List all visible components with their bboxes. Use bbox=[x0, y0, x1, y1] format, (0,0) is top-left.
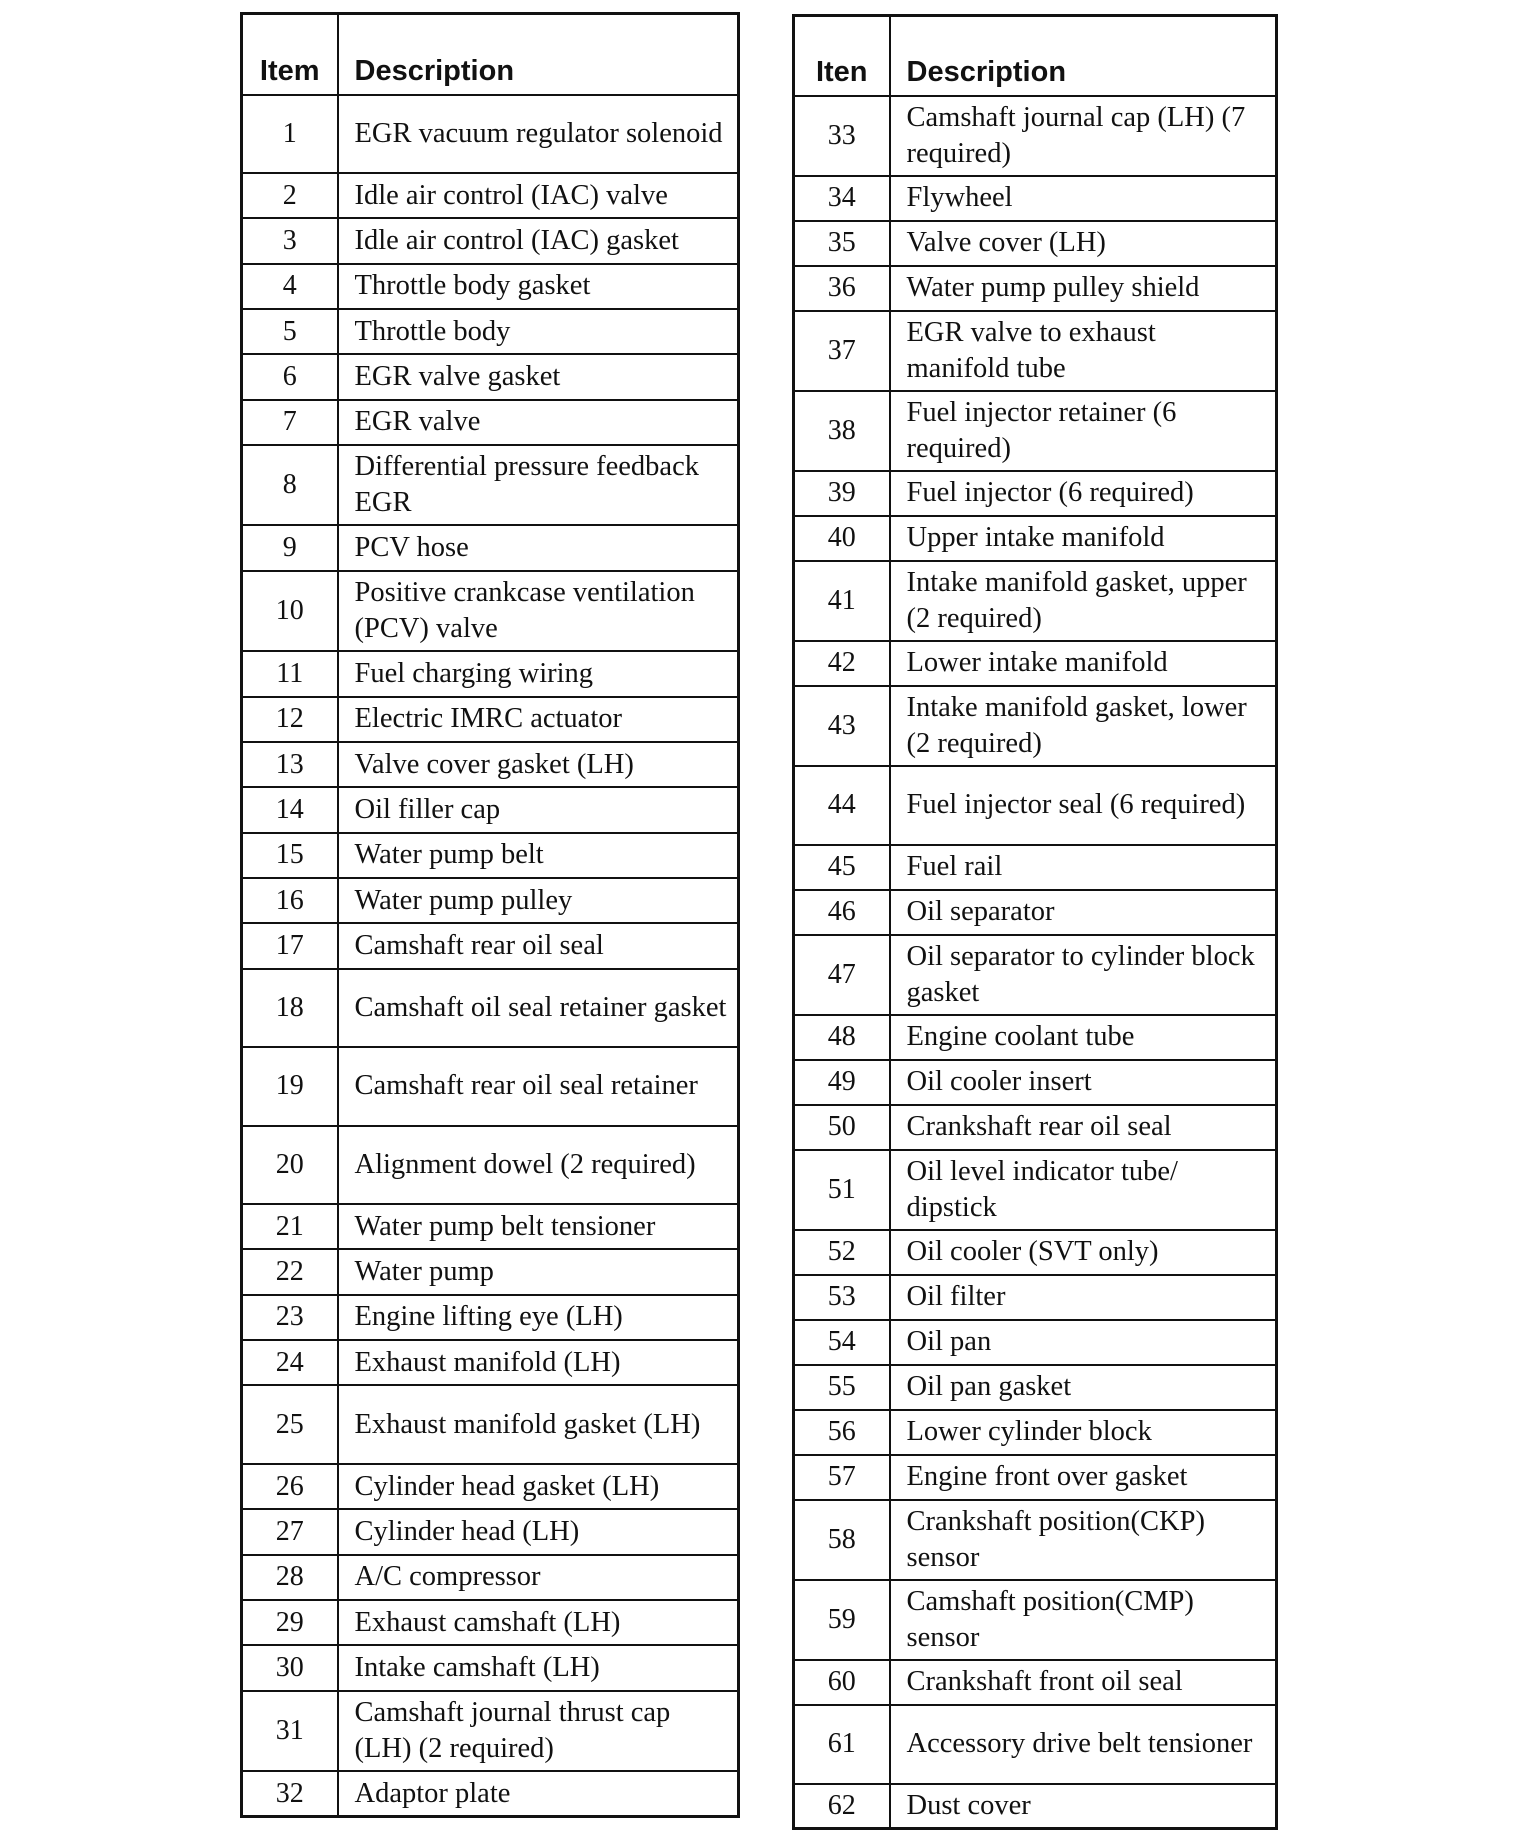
item-number: 56 bbox=[794, 1410, 890, 1455]
item-number: 7 bbox=[242, 400, 338, 445]
table-row bbox=[242, 309, 739, 354]
item-description: Oil filter bbox=[890, 1275, 1277, 1320]
item-number: 8 bbox=[242, 445, 338, 526]
item-description: Differential pressure feedback EGR bbox=[338, 445, 739, 526]
item-number: 54 bbox=[794, 1320, 890, 1365]
item-number: 51 bbox=[794, 1150, 890, 1230]
item-description: Oil level indicator tube/ dipstick bbox=[890, 1150, 1277, 1230]
item-number: 43 bbox=[794, 686, 890, 766]
item-number: 62 bbox=[794, 1784, 890, 1829]
table-row bbox=[794, 1410, 1277, 1455]
table-row bbox=[794, 1230, 1277, 1275]
table-row bbox=[794, 96, 1277, 176]
item-description: Oil cooler (SVT only) bbox=[890, 1230, 1277, 1275]
item-number: 57 bbox=[794, 1455, 890, 1500]
item-number: 34 bbox=[794, 176, 890, 221]
item-number: 52 bbox=[794, 1230, 890, 1275]
item-column-header: Item bbox=[242, 14, 338, 95]
table-row bbox=[794, 1320, 1277, 1365]
item-number: 26 bbox=[242, 1464, 338, 1509]
item-description: EGR vacuum regulator solenoid bbox=[338, 95, 739, 174]
item-number: 15 bbox=[242, 833, 338, 878]
item-number: 30 bbox=[242, 1645, 338, 1690]
table-row bbox=[242, 969, 739, 1048]
table-row bbox=[242, 1555, 739, 1600]
item-number: 16 bbox=[242, 878, 338, 923]
table-row bbox=[794, 935, 1277, 1015]
table-row bbox=[242, 787, 739, 832]
item-description: Dust cover bbox=[890, 1784, 1277, 1829]
item-description: Valve cover gasket (LH) bbox=[338, 742, 739, 787]
item-description: Intake camshaft (LH) bbox=[338, 1645, 739, 1690]
item-description: Oil separator to cylinder block gasket bbox=[890, 935, 1277, 1015]
item-number: 60 bbox=[794, 1660, 890, 1705]
table-row bbox=[794, 766, 1277, 845]
item-column-header: Iten bbox=[794, 16, 890, 96]
item-description: Lower intake manifold bbox=[890, 641, 1277, 686]
item-number: 9 bbox=[242, 525, 338, 570]
table-row bbox=[794, 1455, 1277, 1500]
item-number: 47 bbox=[794, 935, 890, 1015]
table-row bbox=[242, 1126, 739, 1205]
item-description: EGR valve bbox=[338, 400, 739, 445]
item-number: 10 bbox=[242, 571, 338, 652]
item-description: Cylinder head gasket (LH) bbox=[338, 1464, 739, 1509]
item-number: 45 bbox=[794, 845, 890, 890]
table-row bbox=[242, 1509, 739, 1554]
item-description: Oil cooler insert bbox=[890, 1060, 1277, 1105]
item-description: Idle air control (IAC) gasket bbox=[338, 218, 739, 263]
table-row bbox=[242, 1464, 739, 1509]
item-number: 49 bbox=[794, 1060, 890, 1105]
table-row bbox=[242, 878, 739, 923]
item-description: Positive crankcase ventilation (PCV) valve bbox=[338, 571, 739, 652]
item-description: Cylinder head (LH) bbox=[338, 1509, 739, 1554]
item-description: Crankshaft position(CKP) sensor bbox=[890, 1500, 1277, 1580]
item-description: Exhaust camshaft (LH) bbox=[338, 1600, 739, 1645]
item-description: PCV hose bbox=[338, 525, 739, 570]
table-row bbox=[794, 1580, 1277, 1660]
table-row bbox=[242, 1691, 739, 1772]
table-row bbox=[794, 686, 1277, 766]
item-description: Intake manifold gasket, upper (2 required) bbox=[890, 561, 1277, 641]
table-row bbox=[794, 266, 1277, 311]
item-number: 18 bbox=[242, 969, 338, 1048]
table-row bbox=[794, 561, 1277, 641]
item-description: Water pump pulley bbox=[338, 878, 739, 923]
item-description: Exhaust manifold gasket (LH) bbox=[338, 1385, 739, 1464]
item-description: Fuel charging wiring bbox=[338, 651, 739, 696]
table-row bbox=[242, 1771, 739, 1816]
table-row bbox=[794, 1784, 1277, 1829]
item-number: 37 bbox=[794, 311, 890, 391]
item-description: Camshaft position(CMP) sensor bbox=[890, 1580, 1277, 1660]
item-description: Camshaft rear oil seal bbox=[338, 923, 739, 968]
table-row bbox=[794, 1500, 1277, 1580]
table-row bbox=[794, 516, 1277, 561]
table-row bbox=[794, 391, 1277, 471]
item-number: 6 bbox=[242, 354, 338, 399]
item-description: EGR valve gasket bbox=[338, 354, 739, 399]
item-number: 1 bbox=[242, 95, 338, 174]
table-row bbox=[794, 641, 1277, 686]
item-number: 23 bbox=[242, 1295, 338, 1340]
table-row bbox=[242, 218, 739, 263]
item-description: Engine front over gasket bbox=[890, 1455, 1277, 1500]
item-description: Camshaft oil seal retainer gasket bbox=[338, 969, 739, 1048]
item-number: 48 bbox=[794, 1015, 890, 1060]
item-description: Oil filler cap bbox=[338, 787, 739, 832]
item-number: 50 bbox=[794, 1105, 890, 1150]
table-row bbox=[794, 311, 1277, 391]
item-description: Oil separator bbox=[890, 890, 1277, 935]
table-row bbox=[242, 1295, 739, 1340]
table-row bbox=[242, 742, 739, 787]
item-number: 31 bbox=[242, 1691, 338, 1772]
table-row bbox=[242, 651, 739, 696]
table-row bbox=[242, 95, 739, 174]
item-number: 4 bbox=[242, 264, 338, 309]
item-number: 21 bbox=[242, 1204, 338, 1249]
item-number: 55 bbox=[794, 1365, 890, 1410]
item-description: Upper intake manifold bbox=[890, 516, 1277, 561]
parts-table-right bbox=[792, 14, 1278, 1830]
table-row bbox=[242, 173, 739, 218]
item-description: Lower cylinder block bbox=[890, 1410, 1277, 1455]
table-row bbox=[794, 1060, 1277, 1105]
item-number: 44 bbox=[794, 766, 890, 845]
item-description: Water pump belt bbox=[338, 833, 739, 878]
item-description: Fuel injector seal (6 required) bbox=[890, 766, 1277, 845]
item-number: 17 bbox=[242, 923, 338, 968]
item-description: Throttle body gasket bbox=[338, 264, 739, 309]
table-row bbox=[794, 1275, 1277, 1320]
table-row bbox=[794, 1150, 1277, 1230]
item-description: Crankshaft rear oil seal bbox=[890, 1105, 1277, 1150]
item-description: Alignment dowel (2 required) bbox=[338, 1126, 739, 1205]
item-number: 61 bbox=[794, 1705, 890, 1784]
item-description: Fuel rail bbox=[890, 845, 1277, 890]
header-row bbox=[242, 14, 739, 95]
table-row bbox=[242, 1385, 739, 1464]
item-description: Flywheel bbox=[890, 176, 1277, 221]
table-row bbox=[794, 1365, 1277, 1410]
item-description: Crankshaft front oil seal bbox=[890, 1660, 1277, 1705]
item-number: 39 bbox=[794, 471, 890, 516]
item-number: 11 bbox=[242, 651, 338, 696]
item-description: EGR valve to exhaust manifold tube bbox=[890, 311, 1277, 391]
table-row bbox=[794, 1705, 1277, 1784]
item-number: 33 bbox=[794, 96, 890, 176]
item-number: 59 bbox=[794, 1580, 890, 1660]
item-description: Engine coolant tube bbox=[890, 1015, 1277, 1060]
table-row bbox=[242, 1047, 739, 1126]
table-row bbox=[794, 890, 1277, 935]
item-description: Water pump belt tensioner bbox=[338, 1204, 739, 1249]
table-row bbox=[794, 471, 1277, 516]
table-row bbox=[242, 445, 739, 526]
item-number: 36 bbox=[794, 266, 890, 311]
table-row bbox=[242, 1204, 739, 1249]
item-number: 41 bbox=[794, 561, 890, 641]
item-number: 32 bbox=[242, 1771, 338, 1816]
table-body-right bbox=[794, 96, 1277, 1829]
item-description: Fuel injector (6 required) bbox=[890, 471, 1277, 516]
item-description: Engine lifting eye (LH) bbox=[338, 1295, 739, 1340]
item-number: 27 bbox=[242, 1509, 338, 1554]
table-row bbox=[242, 1600, 739, 1645]
item-number: 5 bbox=[242, 309, 338, 354]
table-row bbox=[242, 400, 739, 445]
parts-table-left bbox=[240, 12, 740, 1818]
table-row bbox=[242, 354, 739, 399]
table-row bbox=[242, 1340, 739, 1385]
item-number: 46 bbox=[794, 890, 890, 935]
item-description: Throttle body bbox=[338, 309, 739, 354]
item-number: 53 bbox=[794, 1275, 890, 1320]
table-row bbox=[794, 176, 1277, 221]
table-row bbox=[242, 923, 739, 968]
item-number: 35 bbox=[794, 221, 890, 266]
item-description: Water pump pulley shield bbox=[890, 266, 1277, 311]
table-row bbox=[242, 525, 739, 570]
item-number: 2 bbox=[242, 173, 338, 218]
item-description: Intake manifold gasket, lower (2 required) bbox=[890, 686, 1277, 766]
table-row bbox=[794, 221, 1277, 266]
item-description: A/C compressor bbox=[338, 1555, 739, 1600]
item-number: 3 bbox=[242, 218, 338, 263]
item-number: 19 bbox=[242, 1047, 338, 1126]
item-number: 20 bbox=[242, 1126, 338, 1205]
table-row bbox=[794, 1660, 1277, 1705]
table-row bbox=[242, 1249, 739, 1294]
description-column-header: Description bbox=[890, 16, 1277, 96]
table-row bbox=[242, 697, 739, 742]
item-number: 42 bbox=[794, 641, 890, 686]
item-number: 12 bbox=[242, 697, 338, 742]
description-column-header: Description bbox=[338, 14, 739, 95]
item-number: 40 bbox=[794, 516, 890, 561]
table-body-left bbox=[242, 95, 739, 1817]
item-description: Idle air control (IAC) valve bbox=[338, 173, 739, 218]
item-description: Oil pan gasket bbox=[890, 1365, 1277, 1410]
item-description: Valve cover (LH) bbox=[890, 221, 1277, 266]
item-number: 25 bbox=[242, 1385, 338, 1464]
item-number: 28 bbox=[242, 1555, 338, 1600]
item-description: Accessory drive belt tensioner bbox=[890, 1705, 1277, 1784]
item-description: Camshaft rear oil seal retainer bbox=[338, 1047, 739, 1126]
item-description: Adaptor plate bbox=[338, 1771, 739, 1816]
item-description: Camshaft journal thrust cap (LH) (2 required) bbox=[338, 1691, 739, 1772]
item-number: 13 bbox=[242, 742, 338, 787]
item-description: Water pump bbox=[338, 1249, 739, 1294]
item-number: 14 bbox=[242, 787, 338, 832]
item-number: 29 bbox=[242, 1600, 338, 1645]
header-row bbox=[794, 16, 1277, 96]
item-description: Camshaft journal cap (LH) (7 required) bbox=[890, 96, 1277, 176]
table-row bbox=[242, 264, 739, 309]
table-row bbox=[794, 845, 1277, 890]
table-row bbox=[242, 833, 739, 878]
item-number: 58 bbox=[794, 1500, 890, 1580]
item-description: Exhaust manifold (LH) bbox=[338, 1340, 739, 1385]
table-row bbox=[794, 1105, 1277, 1150]
item-description: Fuel injector retainer (6 required) bbox=[890, 391, 1277, 471]
item-number: 38 bbox=[794, 391, 890, 471]
table-row bbox=[242, 1645, 739, 1690]
item-number: 24 bbox=[242, 1340, 338, 1385]
table-row bbox=[794, 1015, 1277, 1060]
item-description: Electric IMRC actuator bbox=[338, 697, 739, 742]
table-row bbox=[242, 571, 739, 652]
item-number: 22 bbox=[242, 1249, 338, 1294]
item-description: Oil pan bbox=[890, 1320, 1277, 1365]
